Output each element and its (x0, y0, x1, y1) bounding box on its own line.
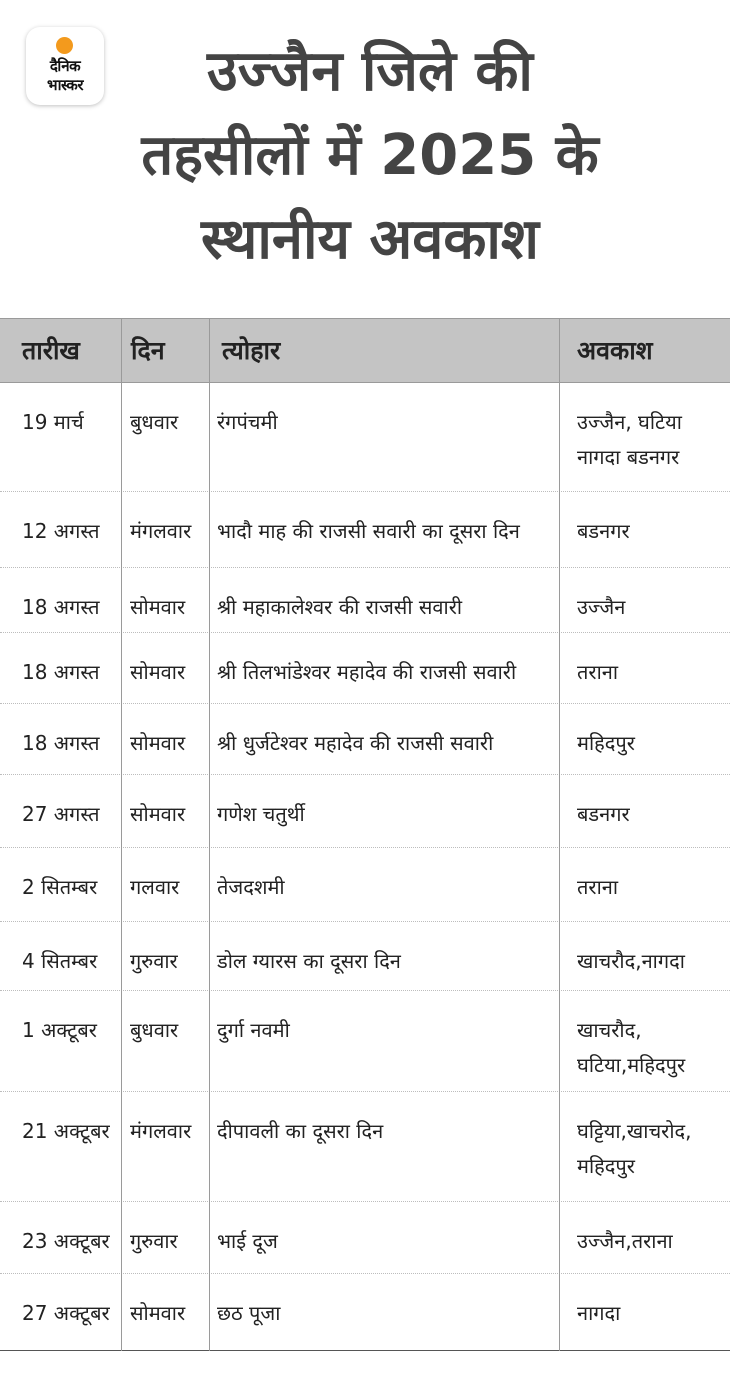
holiday-cell (577, 726, 727, 761)
table-row (0, 848, 730, 922)
table-header (0, 319, 730, 383)
date-cell: 27 अक्टूबर (22, 1301, 110, 1325)
festival-cell: भाई दूज (217, 1229, 278, 1253)
day-cell: गुरुवार (130, 949, 178, 973)
dainik-bhaskar-logo (26, 27, 104, 105)
holiday-place-line: तराना (577, 660, 619, 684)
day-cell: मंगलवार (130, 1119, 192, 1143)
festival-cell: दीपावली का दूसरा दिन (217, 1119, 384, 1143)
table-row (0, 568, 730, 633)
day-cell: सोमवार (130, 731, 186, 755)
date-cell: 18 अगस्त (22, 731, 100, 755)
day-cell: सोमवार (130, 1301, 186, 1325)
date-cell: 19 मार्च (22, 410, 84, 434)
table-row (0, 704, 730, 775)
table-row (0, 383, 730, 492)
column-divider (559, 319, 560, 1351)
table-row (0, 991, 730, 1092)
holiday-place-line: उज्जैन, घटिया (577, 410, 682, 434)
table-row (0, 492, 730, 568)
column-divider (121, 319, 122, 1351)
date-cell: 1 अक्टूबर (22, 1018, 97, 1042)
festival-cell: छठ पूजा (217, 1301, 281, 1325)
holiday-cell (577, 944, 727, 979)
festival-cell: श्री महाकालेश्वर की राजसी सवारी (217, 595, 463, 619)
holiday-place-line: तराना (577, 875, 619, 899)
title-line-1: उज्जैन जिले की (207, 39, 533, 104)
holiday-place-line: उज्जैन,तराना (577, 1229, 673, 1253)
date-cell: 12 अगस्त (22, 519, 100, 543)
table-row (0, 922, 730, 991)
festival-cell: भादौ माह की राजसी सवारी का दूसरा दिन (217, 519, 520, 543)
holiday-cell (577, 1114, 727, 1184)
day-cell: बुधवार (130, 1018, 179, 1042)
header-festival: त्योहार (222, 336, 281, 365)
holiday-place-line: नागदा (577, 1301, 621, 1325)
column-divider (209, 319, 210, 1351)
holiday-place-line: बडनगर (577, 802, 630, 826)
date-cell: 18 अगस्त (22, 660, 100, 684)
festival-cell: गणेश चतुर्थी (217, 802, 305, 826)
festival-cell: डोल ग्यारस का दूसरा दिन (217, 949, 401, 973)
holiday-place-line: घट्टिया,खाचरोद, (577, 1119, 692, 1143)
holiday-table (0, 318, 730, 1351)
date-cell: 2 सितम्बर (22, 875, 98, 899)
table-row (0, 775, 730, 848)
date-cell: 18 अगस्त (22, 595, 100, 619)
title-line-3: स्थानीय अवकाश (200, 207, 540, 272)
festival-cell: श्री तिलभांडेश्वर महादेव की राजसी सवारी (217, 660, 517, 684)
table-row (0, 633, 730, 704)
holiday-cell (577, 590, 727, 625)
sun-dot-icon (56, 37, 73, 54)
table-row (0, 1274, 730, 1350)
holiday-cell (577, 405, 727, 475)
day-cell: मंगलवार (130, 519, 192, 543)
page-title (100, 30, 640, 282)
day-cell: सोमवार (130, 660, 186, 684)
header-day: दिन (131, 336, 165, 365)
holiday-cell (577, 1013, 727, 1083)
holiday-cell (577, 655, 727, 690)
holiday-place-line: खाचरौद, (577, 1018, 642, 1042)
date-cell: 27 अगस्त (22, 802, 100, 826)
header (0, 0, 730, 318)
logo-text-line2: भास्कर (47, 76, 83, 94)
holiday-cell (577, 514, 727, 549)
day-cell: गलवार (130, 875, 180, 899)
title-line-2: तहसीलों में 2025 के (141, 123, 599, 188)
table-row (0, 1092, 730, 1202)
header-date: तारीख (22, 336, 80, 365)
date-cell: 21 अक्टूबर (22, 1119, 110, 1143)
festival-cell: श्री धुर्जटेश्वर महादेव की राजसी सवारी (217, 731, 494, 755)
date-cell: 23 अक्टूबर (22, 1229, 110, 1253)
logo-text-line1: दैनिक (49, 57, 81, 75)
festival-cell: दुर्गा नवमी (217, 1018, 290, 1042)
holiday-cell (577, 1224, 727, 1259)
table-row (0, 1202, 730, 1274)
day-cell: सोमवार (130, 802, 186, 826)
holiday-place-line: घटिया,महिदपुर (577, 1053, 686, 1077)
day-cell: सोमवार (130, 595, 186, 619)
holiday-place-line: नागदा बडनगर (577, 445, 680, 469)
holiday-cell (577, 1296, 727, 1331)
holiday-cell (577, 797, 727, 832)
holiday-cell (577, 870, 727, 905)
date-cell: 4 सितम्बर (22, 949, 98, 973)
festival-cell: रंगपंचमी (217, 410, 278, 434)
holiday-place-line: उज्जैन (577, 595, 626, 619)
holiday-place-line: महिदपुर (577, 731, 635, 755)
festival-cell: तेजदशमी (217, 875, 285, 899)
holiday-place-line: खाचरौद,नागदा (577, 949, 685, 973)
holiday-place-line: बडनगर (577, 519, 630, 543)
header-holiday: अवकाश (577, 336, 653, 365)
holiday-place-line: महिदपुर (577, 1154, 635, 1178)
day-cell: बुधवार (130, 410, 179, 434)
day-cell: गुरुवार (130, 1229, 178, 1253)
